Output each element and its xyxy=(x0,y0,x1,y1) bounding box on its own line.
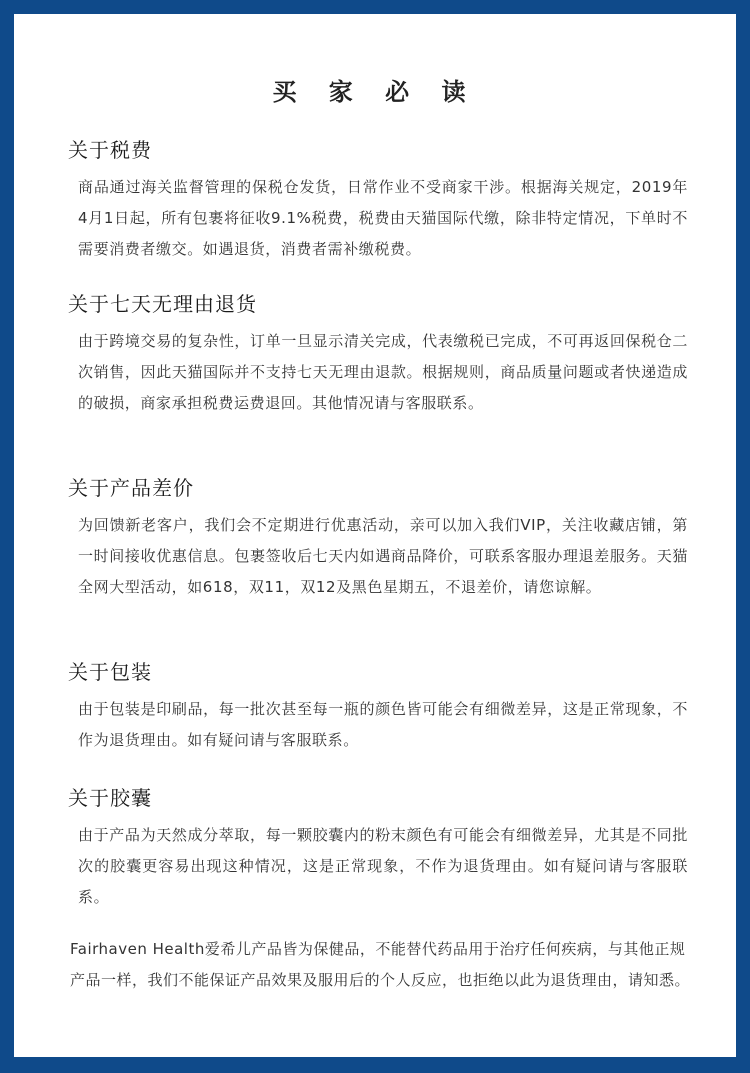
section-heading: 关于胶囊 xyxy=(68,786,152,810)
section-body: 由于跨境交易的复杂性，订单一旦显示清关完成，代表缴税已完成，不可再返回保税仓二次销售，因此天猫国际并不支持七天无理由退款。根据规则，商品质量问题或者快递造成的破损，商家承担税费运费退回。其他情况请与客服联系。 xyxy=(78,332,688,412)
section-tax xyxy=(68,136,688,265)
disclaimer-text: Fairhaven Health爱希儿产品皆为保健品，不能替代药品用于治疗任何疾病，与其他正规产品一样，我们不能保证产品效果及服用后的个人反应，也拒绝以此为退货理由，请知悉。 xyxy=(70,940,691,989)
section-body: 由于包装是印刷品，每一批次甚至每一瓶的颜色皆可能会有细微差异，这是正常现象，不作为退货理由。如有疑问请与客服联系。 xyxy=(78,700,688,749)
section-heading: 关于税费 xyxy=(68,138,152,162)
section-capsules xyxy=(68,784,688,913)
section-returns xyxy=(68,290,688,419)
section-heading: 关于七天无理由退货 xyxy=(68,292,257,316)
section-body: 为回馈新老客户，我们会不定期进行优惠活动，亲可以加入我们VIP，关注收藏店铺，第一时间接收优惠信息。包裹签收后七天内如遇商品降价，可联系客服办理退差服务。天猫全网大型活动，如618，双11，双12及黑色星期五，不退差价，请您谅解。 xyxy=(78,516,688,596)
notice-card xyxy=(14,14,736,1057)
section-heading: 关于产品差价 xyxy=(68,476,194,500)
section-body: 由于产品为天然成分萃取，每一颗胶囊内的粉末颜色有可能会有细微差异，尤其是不同批次的胶囊更容易出现这种情况，这是正常现象，不作为退货理由。如有疑问请与客服联系。 xyxy=(78,826,688,906)
section-packaging xyxy=(68,658,688,756)
section-price-difference xyxy=(68,474,688,603)
page-title: 买 家 必 读 xyxy=(272,78,478,106)
section-heading: 关于包装 xyxy=(68,660,152,684)
section-body: 商品通过海关监督管理的保税仓发货，日常作业不受商家干涉。根据海关规定，2019年4月1日起，所有包裹将征收9.1%税费，税费由天猫国际代缴，除非特定情况，下单时不需要消费者缴交。如遇退货，消费者需补缴税费。 xyxy=(78,178,688,258)
